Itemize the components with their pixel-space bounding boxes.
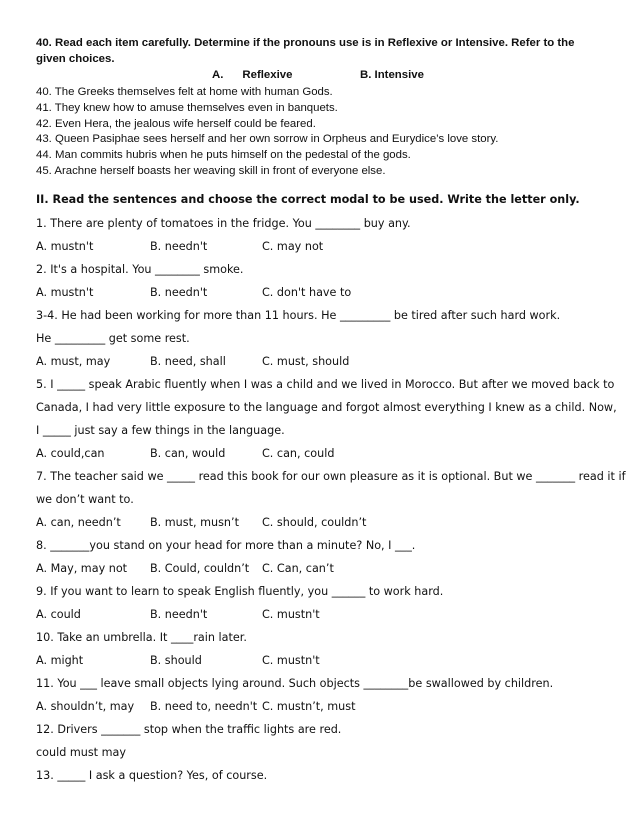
pronoun-item-40: 40. The Greeks themselves felt at home with human Gods. — [36, 86, 333, 98]
q9-option-b: B. needn't — [150, 608, 208, 621]
q9-option-c: C. mustn't — [262, 608, 320, 621]
q1-option-b: B. needn't — [150, 240, 208, 253]
q10-option-a: A. might — [36, 654, 84, 667]
q5-option-b: B. can, would — [150, 447, 226, 460]
q7-option-a: A. can, needn’t — [36, 516, 121, 529]
q10-option-b: B. should — [150, 654, 202, 667]
q2-option-b: B. needn't — [150, 286, 208, 299]
choice-intensive: B. Intensive — [360, 69, 424, 81]
q8-option-b: B. Could, couldn’t — [150, 562, 250, 575]
question-1: 1. There are plenty of tomatoes in the fridge. You ________ buy any. — [36, 217, 411, 230]
section-pronouns — [36, 35, 601, 179]
question-13: 13. _____ I ask a question? Yes, of course. — [36, 769, 268, 782]
q7-option-b: B. must, musn’t — [150, 516, 239, 529]
q2-option-a: A. mustn't — [36, 286, 94, 299]
question-11: 11. You ___ leave small objects lying around. Such objects ________be swallowed by children. — [36, 677, 554, 690]
choice-reflexive: A. Reflexive — [212, 69, 293, 81]
question-5-options — [36, 442, 611, 465]
question-11-options — [36, 695, 611, 718]
question-2: 2. It's a hospital. You ________ smoke. — [36, 263, 244, 276]
pronoun-item-43: 43. Queen Pasiphae sees herself and her own sorrow in Orpheus and Eurydice’s love story. — [36, 133, 499, 146]
q3-option-b: B. need, shall — [150, 355, 226, 368]
question-1-options — [36, 235, 611, 258]
q11-option-b: B. need to, needn't — [150, 700, 258, 713]
question-12: 12. Drivers _______ stop when the traffic lights are red. — [36, 723, 342, 736]
question-7-line-1: 7. The teacher said we _____ read this book for our own pleasure as it is optional. But we _______ read it if — [36, 470, 626, 483]
question-9-options — [36, 603, 611, 626]
pronoun-instruction: 40. Read each item carefully. Determine if the pronouns use is in Reflexive or Intensive. Refer to the given choices. — [36, 37, 575, 65]
question-5-line-1: 5. I _____ speak Arabic fluently when I was a child and we lived in Morocco. But after we moved back to — [36, 378, 615, 391]
question-5-line-3: I _____ just say a few things in the language. — [36, 424, 285, 437]
question-8-options — [36, 557, 611, 580]
pronoun-choices — [36, 67, 601, 84]
question-10-options — [36, 649, 611, 672]
question-3-options — [36, 350, 611, 373]
question-8: 8. _______you stand on your head for more than a minute? No, I ___. — [36, 539, 416, 552]
q7-option-c: C. should, couldn’t — [262, 516, 367, 529]
question-7-options — [36, 511, 611, 534]
q1-option-c: C. may not — [262, 240, 324, 253]
question-2-options — [36, 281, 611, 304]
pronoun-item-42: 42. Even Hera, the jealous wife herself could be feared. — [36, 117, 316, 130]
q1-option-a: A. mustn't — [36, 240, 94, 253]
q11-option-c: C. mustn’t, must — [262, 700, 356, 713]
q10-option-c: C. mustn't — [262, 654, 320, 667]
modals-heading: II. Read the sentences and choose the correct modal to be used. Write the letter only. — [36, 193, 580, 206]
question-7-line-2: we don’t want to. — [36, 493, 134, 506]
question-5-line-2: Canada, I had very little exposure to the language and forgot almost everything I knew as a child. Now, — [36, 401, 617, 414]
q9-option-a: A. could — [36, 608, 81, 621]
question-9: 9. If you want to learn to speak English fluently, you ______ to work hard. — [36, 585, 444, 598]
section-modals — [36, 188, 626, 787]
q11-option-a: A. shouldn’t, may — [36, 700, 135, 713]
q3-option-c: C. must, should — [262, 355, 350, 368]
q5-option-c: C. can, could — [262, 447, 335, 460]
question-10: 10. Take an umbrella. It ____rain later. — [36, 631, 247, 644]
q8-option-c: C. Can, can’t — [262, 562, 334, 575]
question-12-options: could must may — [36, 746, 126, 759]
pronoun-item-45: 45. Arachne herself boasts her weaving skill in front of everyone else. — [36, 164, 386, 177]
q8-option-a: A. May, may not — [36, 562, 128, 575]
pronoun-item-44: 44. Man commits hubris when he puts himself on the pedestal of the gods. — [36, 149, 411, 162]
q3-option-a: A. must, may — [36, 355, 111, 368]
question-3-line-2: He _________ get some rest. — [36, 332, 190, 345]
question-3-line-1: 3-4. He had been working for more than 11 hours. He _________ be tired after such hard work. — [36, 309, 561, 322]
pronoun-item-41: 41. They knew how to amuse themselves even in banquets. — [36, 101, 338, 114]
q5-option-a: A. could,can — [36, 447, 105, 460]
q2-option-c: C. don't have to — [262, 286, 352, 299]
